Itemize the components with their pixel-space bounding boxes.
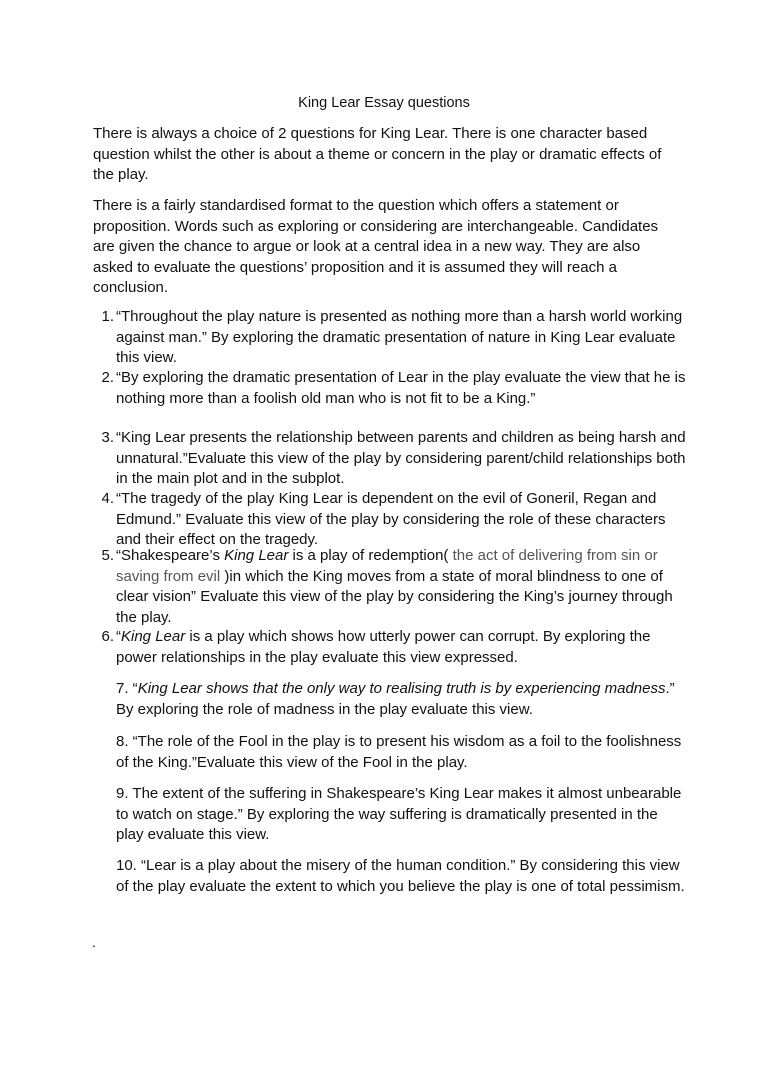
intro-paragraph-1: There is always a choice of 2 questions for King Lear. There is one character based question whilst the other is about a theme or concern in the play or dramatic effects of the play.	[93, 125, 662, 183]
question-6	[101, 627, 686, 668]
definition-note: the act of delivering from sin or saving from evil	[116, 547, 658, 585]
question-text-start: “	[116, 628, 121, 645]
question-number: 2.	[101, 369, 114, 386]
question-text: “King Lear presents the relationship between parents and children as being harsh and unnatural.”Evaluate this view of the play by considering parent/child relationships both in the main plot and in the subplot.	[116, 429, 686, 487]
trailing-mark: .	[92, 934, 96, 950]
intro-paragraph-2: There is a fairly standardised format to the question which offers a statement or proposition. Words such as exploring or considering are interchangeable. Candidates are given the chance to argue or look at a central idea in a new way. They are also asked to evaluate the questions’ proposition and it is assumed they will reach a conclusion.	[93, 197, 659, 296]
question-5	[101, 546, 686, 628]
question-9: 9. The extent of the suffering in Shakespeare’s King Lear makes it almost unbearable to watch on stage.” By exploring the way suffering is dramatically presented in the play evaluate this view.	[116, 785, 682, 843]
question-8: 8. “The role of the Fool in the play is to present his wisdom as a foil to the foolishness of the King.”Evaluate this view of the Fool in the play.	[116, 733, 682, 771]
question-2	[101, 368, 686, 409]
question-text-end: is a play which shows how utterly power can corrupt. By exploring the power relationships in the play evaluate this view expressed.	[116, 628, 651, 666]
play-title-italic: King Lear	[224, 547, 289, 564]
page-title: King Lear Essay questions	[298, 95, 470, 111]
question-3	[101, 428, 686, 490]
play-title-italic: King Lear	[121, 628, 186, 645]
question-number: 3.	[101, 429, 114, 446]
question-number: 1.	[101, 308, 114, 325]
question-italic-statement: King Lear shows that the only way to realising truth is by experiencing madness	[137, 680, 666, 697]
question-number: 4.	[101, 490, 114, 507]
question-text: “Throughout the play nature is presented as nothing more than a harsh world working against man.” By exploring the dramatic presentation of nature in King Lear evaluate this view.	[116, 308, 683, 366]
question-10: 10. “Lear is a play about the misery of the human condition.” By considering this view of the play evaluate the extent to which you believe the play is one of total pessimism.	[116, 857, 685, 895]
question-text: “By exploring the dramatic presentation of Lear in the play evaluate the view that he is nothing more than a foolish old man who is not fit to be a King.”	[116, 369, 686, 407]
question-text-middle: is a play of redemption(	[288, 547, 453, 564]
question-text-end: .” By exploring the role of madness in the play evaluate this view.	[116, 680, 675, 718]
question-text-start: “Shakespeare’s	[116, 547, 225, 564]
question-number: 5.	[101, 547, 114, 564]
question-4	[101, 489, 686, 551]
question-text: “The tragedy of the play King Lear is dependent on the evil of Goneril, Regan and Edmund.” Evaluate this view of the play by considering the role of these characters and their effect on the tragedy.	[116, 490, 666, 548]
question-text-end: )in which the King moves from a state of moral blindness to one of clear vision” Evaluate this view of the play by considering the King’s journey through the play.	[116, 567, 673, 626]
question-7	[116, 679, 686, 720]
question-prefix: 7. “	[116, 680, 138, 697]
question-number: 6.	[101, 628, 114, 645]
question-1	[101, 307, 686, 369]
